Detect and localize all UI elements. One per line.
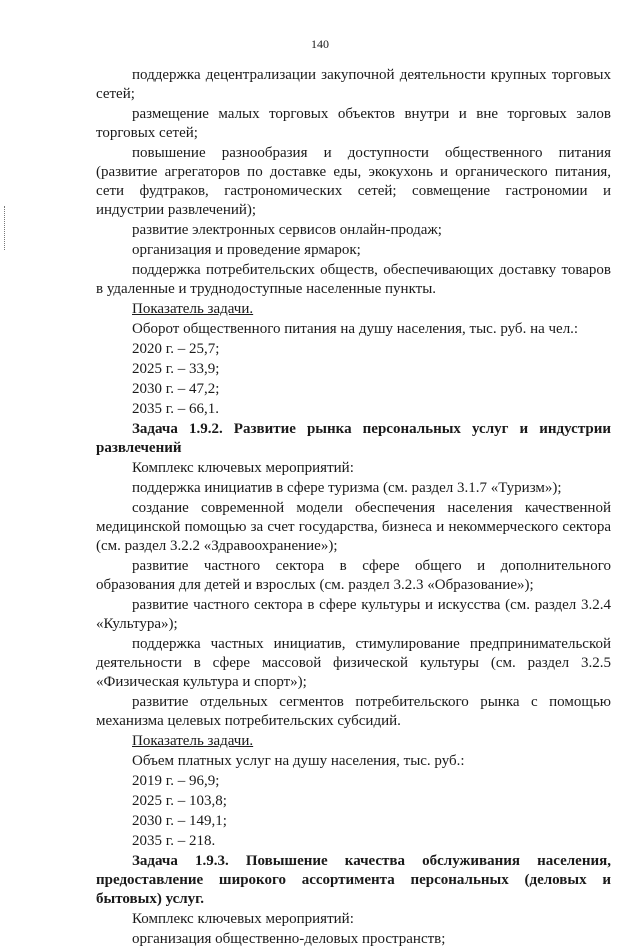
indicator-value: 2020 г. – 25,7; — [132, 341, 220, 357]
complex-label: Комплекс ключевых мероприятий: — [132, 911, 354, 927]
page-number: 140 — [311, 37, 329, 51]
list-item: поддержка потребительских обществ, обеспечивающих доставку товаров в удаленные и труднодоступные населенные пункты. — [96, 262, 611, 297]
list-item: поддержка частных инициатив, стимулирование предпринимательской деятельности в сфере массовой физической культуры (см. раздел 3.2.5 «Физическая культура и спорт»); — [96, 636, 611, 690]
indicator-description: Оборот общественного питания на душу населения, тыс. руб. на чел.: — [132, 321, 579, 337]
indicator-value: 2035 г. – 66,1. — [132, 401, 219, 417]
indicator-value: 2019 г. – 96,9; — [132, 773, 220, 789]
task-heading: Задача 1.9.3. Повышение качества обслуживания населения, предоставление широкого ассортимента персональных (деловых и бытовых) услуг. — [96, 853, 611, 907]
complex-label: Комплекс ключевых мероприятий: — [132, 460, 354, 476]
list-item: развитие частного сектора в сфере общего и дополнительного образования для детей и взрослых (см. раздел 3.2.3 «Образование»); — [96, 558, 611, 593]
task-heading: Задача 1.9.2. Развитие рынка персональных услуг и индустрии развлечений — [96, 421, 611, 456]
indicator-heading: Показатель задачи. — [132, 733, 254, 749]
indicator-description: Объем платных услуг на душу населения, тыс. руб.: — [132, 753, 465, 769]
list-item: повышение разнообразия и доступности общественного питания (развитие агрегаторов по доставке еды, экокухонь и органического питания, сети фудтраков, гастрономических сетей; совмещение гастрономии и индустрии развлечений); — [96, 145, 611, 218]
document-body — [96, 66, 611, 950]
indicator-value: 2030 г. – 149,1; — [132, 813, 227, 829]
list-item: развитие частного сектора в сфере культуры и искусства (см. раздел 3.2.4 «Культура»); — [96, 597, 611, 632]
list-item: поддержка инициатив в сфере туризма (см. раздел 3.1.7 «Туризм»); — [132, 480, 562, 496]
indicator-value: 2030 г. – 47,2; — [132, 381, 220, 397]
list-item: организация и проведение ярмарок; — [132, 242, 361, 258]
indicator-value: 2025 г. – 103,8; — [132, 793, 227, 809]
indicator-value: 2025 г. – 33,9; — [132, 361, 220, 377]
list-item: развитие электронных сервисов онлайн-продаж; — [132, 222, 442, 238]
list-item: организация общественно-деловых пространств; — [132, 931, 446, 947]
list-item: поддержка децентрализации закупочной деятельности крупных торговых сетей; — [96, 67, 611, 102]
list-item: размещение малых торговых объектов внутри и вне торговых залов торговых сетей; — [96, 106, 611, 141]
margin-mark — [4, 206, 6, 250]
list-item: создание современной модели обеспечения населения качественной медицинской помощью за счет государства, бизнеса и некоммерческого сектора (см. раздел 3.2.2 «Здравоохранение»); — [96, 500, 611, 554]
indicator-heading: Показатель задачи. — [132, 301, 254, 317]
indicator-value: 2035 г. – 218. — [132, 833, 216, 849]
list-item: развитие отдельных сегментов потребительского рынка с помощью механизма целевых потребительских субсидий. — [96, 694, 611, 729]
